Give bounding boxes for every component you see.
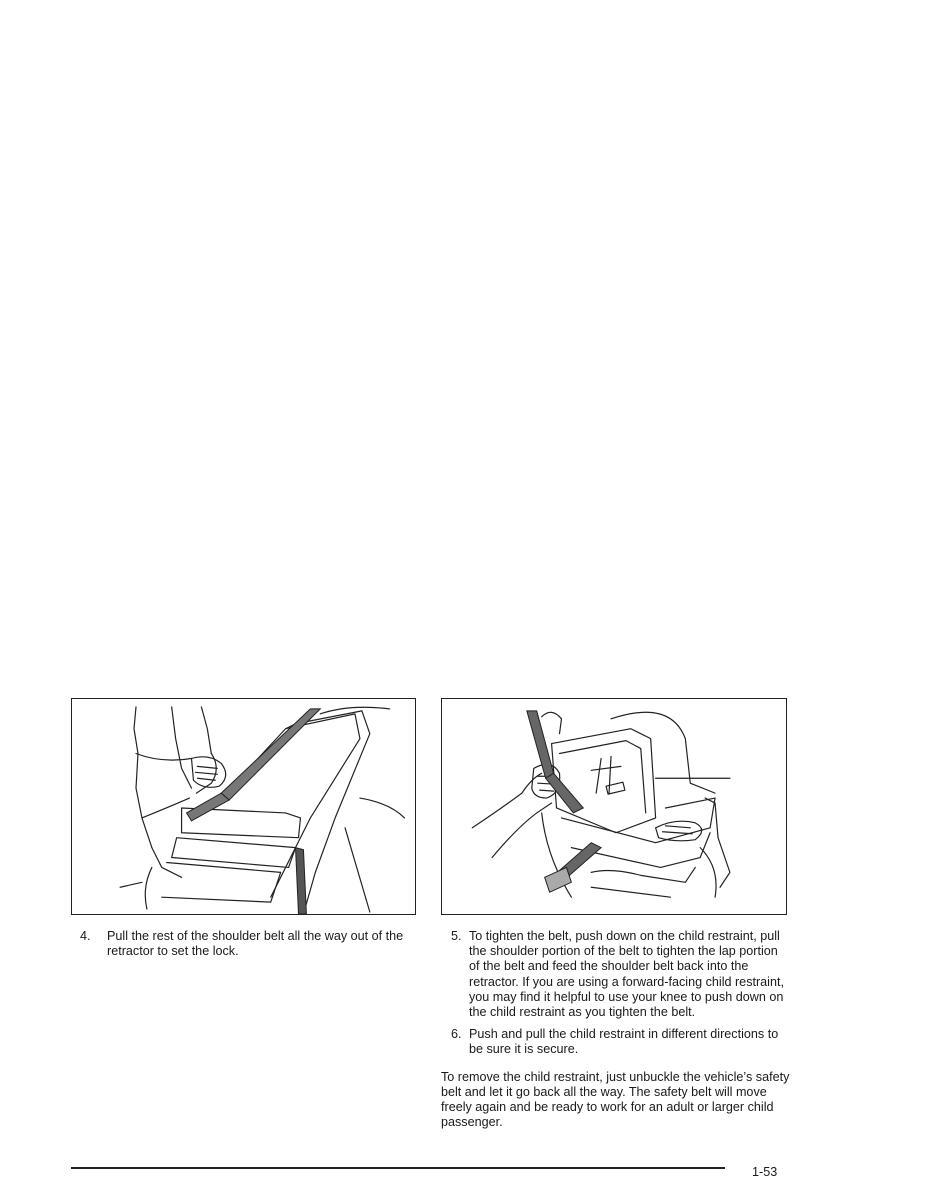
- step-text: To tighten the belt, push down on the child restraint, pull the shoulder portion of the belt to tighten the lap portion of the belt and feed the shoulder belt back into the retractor. If you are using a forward-facing child restraint, you may find it helpful to use your knee to push down on the child restraint as you tighten the belt.: [469, 929, 784, 1020]
- step-text: Push and pull the child restraint in different directions to be sure it is secure.: [469, 1027, 779, 1057]
- closing-paragraph: To remove the child restraint, just unbuckle the vehicle’s safety belt and let it go back all the way. The safety belt will move freely again and be ready to work for an adult or larger child passenger.: [441, 1069, 790, 1130]
- instructions-right-column: [441, 929, 791, 1130]
- seat-belt-line-drawing: [72, 699, 415, 914]
- step-4: [80, 929, 415, 959]
- step-number: 4.: [80, 929, 91, 943]
- step-number: 5.: [451, 929, 462, 943]
- illustration-pull-shoulder-belt: [71, 698, 416, 915]
- page-number: 1-53: [752, 1165, 778, 1179]
- step-5: [441, 929, 791, 1020]
- instructions-left-column: [80, 929, 415, 966]
- step-number: 6.: [451, 1027, 462, 1042]
- step-6: [441, 1027, 791, 1057]
- footer-rule: [71, 1167, 725, 1169]
- child-restraint-line-drawing: [442, 699, 786, 914]
- step-text: Pull the rest of the shoulder belt all the way out of the retractor to set the lock.: [107, 929, 404, 959]
- illustration-tighten-belt: [441, 698, 787, 915]
